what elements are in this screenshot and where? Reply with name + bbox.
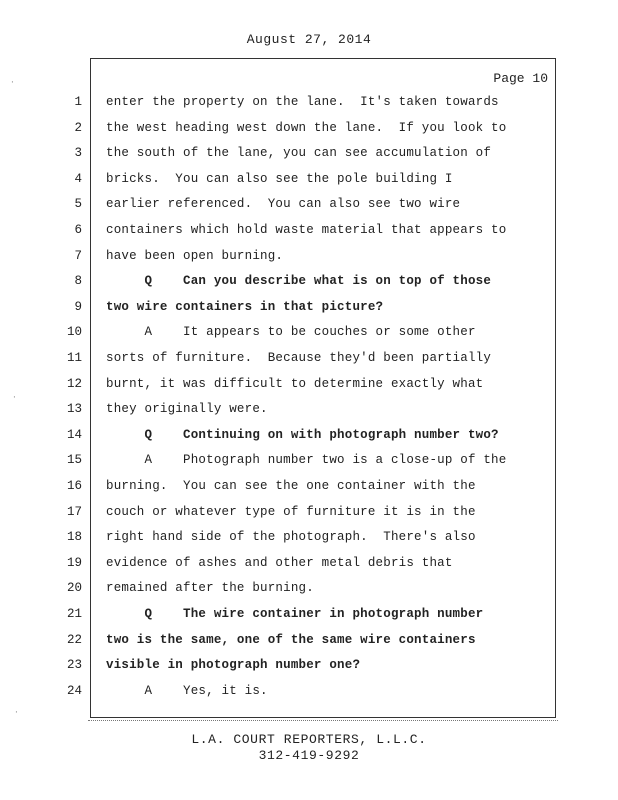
transcript-line: A Yes, it is. (106, 683, 268, 698)
transcript-line: couch or whatever type of furniture it is in the (106, 504, 476, 519)
scan-mark: · (10, 78, 15, 87)
frame-bottom-rule (88, 718, 558, 721)
transcript-line: burning. You can see the one container with the (106, 479, 476, 493)
transcript-line: evidence of ashes and other metal debris that (106, 555, 453, 570)
line-number: 10 (66, 325, 82, 340)
line-number: 12 (66, 376, 82, 391)
transcript-line: A It appears to be couches or some other (106, 325, 476, 340)
line-number: 24 (66, 683, 82, 698)
transcript-line: burnt, it was difficult to determine exactly what (106, 376, 484, 391)
line-number: 1 (74, 95, 82, 109)
line-number: 23 (66, 658, 82, 673)
header-date: August 27, 2014 (246, 32, 372, 47)
scan-mark: · (14, 708, 19, 717)
line-number: 21 (66, 607, 82, 621)
line-number: 11 (66, 351, 82, 365)
line-number: 14 (66, 427, 82, 442)
line-number: 2 (74, 120, 82, 135)
footer-phone: 312-419-9292 (258, 748, 360, 763)
line-number: 5 (74, 197, 82, 212)
line-number: 3 (74, 146, 82, 161)
transcript-line: right hand side of the photograph. There's also (106, 530, 476, 545)
transcript-line: bricks. You can also see the pole building I (106, 171, 453, 186)
line-number: 13 (66, 402, 82, 417)
line-number: 16 (66, 479, 82, 493)
transcript-line: the south of the lane, you can see accumulation of (106, 146, 492, 161)
line-number: 4 (74, 171, 82, 186)
question-line: Q Can you describe what is on top of those (106, 274, 492, 289)
line-number: 8 (74, 274, 82, 289)
transcript-line: remained after the burning. (106, 581, 314, 596)
transcript-line: containers which hold waste material that appears to (106, 223, 507, 237)
line-number: 15 (66, 453, 82, 468)
scan-mark: · (12, 393, 17, 402)
line-number: 22 (66, 632, 82, 647)
question-line: two wire containers in that picture? (106, 299, 384, 314)
transcript-line: earlier referenced. You can also see two wire (106, 197, 461, 212)
transcript-line: have been open burning. (106, 248, 284, 263)
line-number: 7 (74, 248, 82, 263)
line-number: 19 (66, 555, 82, 570)
transcript-line: sorts of furniture. Because they'd been partially (106, 351, 492, 365)
footer-company: L.A. COURT REPORTERS, L.L.C. (191, 732, 427, 747)
transcript-line: A Photograph number two is a close-up of the (106, 453, 507, 468)
question-line: two is the same, one of the same wire containers (106, 632, 476, 647)
line-number: 17 (66, 504, 82, 519)
line-number: 18 (66, 530, 82, 545)
question-line: Q Continuing on with photograph number two? (106, 427, 499, 442)
transcript-line: the west heading west down the lane. If you look to (106, 120, 507, 135)
line-number: 9 (74, 299, 82, 314)
question-line: Q The wire container in photograph number (106, 607, 484, 621)
question-line: visible in photograph number one? (106, 658, 361, 673)
line-number: 6 (74, 223, 82, 237)
line-number: 20 (66, 581, 82, 596)
transcript-line: enter the property on the lane. It's taken towards (106, 95, 499, 109)
page-number: Page 10 (493, 71, 548, 86)
transcript-line: they originally were. (106, 402, 268, 417)
